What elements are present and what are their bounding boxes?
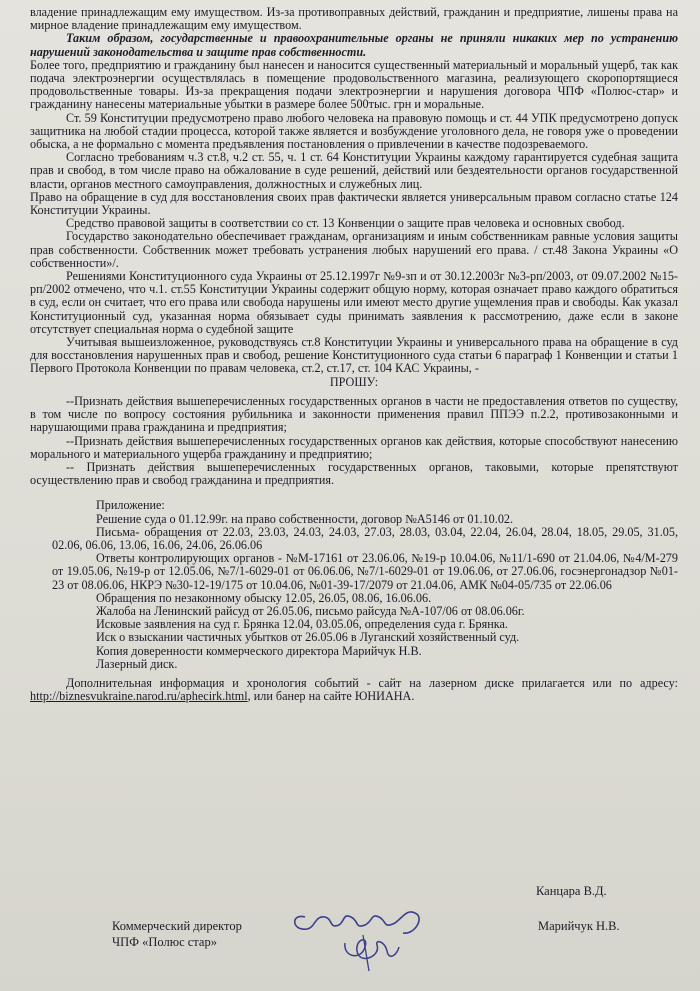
paragraph-damage: Более того, предприятию и гражданину был нанесен и наносится существенный материальный и моральный ущерб, так как подача электроэнергии осуществлялась в помещение продовольственного магазина, реализующего скоропортящиеся продовольственные товары. Из-за прекращения подачи электроэнергии и нарушения договора ЧПФ «Полюс-стар» и гражданину нанесены материальные убытки в размере более 500тыс. грн и моральные. (30, 57, 678, 112)
paragraph-article-59: Ст. 59 Конституции предусмотрено право любого человека на правовую помощь и ст. 44 УПК предусмотрено допуск защитника на любой стадии процесса, которой также является и возбуждение уголовного дела, не говоря уже о проведении обыска, а не формально с момента предъявления постановления о привлечении в качестве подозреваемого. (30, 110, 678, 152)
request-item: -- Признать действия вышеперечисленных государственных органов, таковыми, которые препятствуют осуществлению прав и свобод гражданина и предприятия. (30, 459, 678, 488)
paragraph-intro: владение принадлежащим ему имуществом. Из-за противоправных действий, гражданин и предприятие, лишены права на мирное владение принадлежащим ему имуществом. (30, 5, 678, 33)
director-title: Коммерческий директор (112, 919, 242, 933)
attachment-item: Письма- обращения от 22.03, 23.03, 24.03, 24.03, 27.03, 28.03, 03.04, 22.04, 26.04, 28.04, 18.05, 29.05, 31.05, 02.06, 06.06, 13.06, 16.06, 24.06, 26.06.06 (52, 524, 678, 552)
attachment-item: Обращения по незаконному обыску 12.05, 26.05, 08.06, 16.06.06. (96, 590, 432, 605)
attachments-list (52, 499, 678, 671)
signatory-name-1: Канцара В.Д. (536, 884, 607, 898)
paragraph-court-right: Право на обращение в суд для восстановления своих прав фактически является универсальным правом согласно статье 124 Конституции Украины. (30, 189, 678, 218)
paragraph-constitutional-court: Решениями Конституционного суда Украины от 25.12.1997г №9-зп и от 30.12.2003г №3-рп/2003, от 09.07.2002 №15-рп/2002 отмечено, что ч.1. ст.55 Конституции Украины содержит общую норму, которая означает право каждого обратиться в суд, если он считает, что его права или свобода нарушены или имеют место другие ущемления прав и свободы. Как указал Конституционный суд, указанная норма обязывает суды принимать заявления к рассмотрению, даже если в законе отсутствует специальная норма о судебной защите (30, 269, 678, 336)
document-body (30, 6, 678, 703)
request-item: --Признать действия вышеперечисленных государственных органов в части не предоставления ответов по существу, в том числе по вопросу состояния рубильника и законности применения правил ППЭЭ п.2.2, противозаконными и нарушающими права гражданина и предприятия; (30, 393, 678, 435)
paragraph-constitution: Согласно требованиям ч.3 ст.8, ч.2 ст. 55, ч. 1 ст. 64 Конституции Украины каждому гарантируется судебная защита прав и свобод, в том числе право на обжалование в суде решений, действий или бездеятельности органов государственной власти, органов местного самоуправления, должностных и служебных лиц. (30, 150, 678, 191)
request-heading: ПРОШУ: (329, 374, 379, 389)
attachments-heading: Приложение: (96, 498, 165, 513)
additional-info-text: Дополнительная информация и хронология событий - сайт на лазерном диске прилагается или по адресу: (66, 675, 678, 690)
paragraph-state-guarantee: Государство законодательно обеспечивает гражданам, организациям и иным собственникам равные условия защиты прав собственности. Собственник может требовать устранения любых нарушений его права. / ст.48 Закона Украины «О собственности»/. (30, 229, 678, 270)
attachment-item: Жалоба на Ленинский райсуд от 26.05.06, письмо райсуда №А-107/06 от 08.06.06г. (96, 603, 525, 618)
paragraph-considering: Учитывая вышеизложенное, руководствуясь ст.8 Конституции Украины и универсального права на обращение в суд для восстановления нарушенных прав и свобод, решение Конституционного суда статьи 6 параграф 1 Конвенции и статьи 1 Первого Протокола Конвенции по правам человека, ст.2, ст.17, ст. 104 КАС Украины, - (30, 335, 678, 376)
paragraph-convention: Средство правовой защиты в соответствии со ст. 13 Конвенции о защите прав человека и основных свобод. (66, 216, 625, 231)
signatory-name-2: Марийчук Н.В. (538, 919, 620, 933)
attachment-item: Лазерный диск. (96, 656, 178, 671)
additional-info (30, 677, 678, 703)
attachment-item: Исковые заявления на суд г. Брянка 12.04, 03.05.06, определения суда г. Брянка. (96, 617, 508, 632)
signature-1 (285, 895, 445, 975)
attachment-item: Решение суда о 01.12.99г. на право собственности, договор №А5146 от 01.10.02. (96, 511, 514, 526)
paragraph-conclusion-bold: Таким образом, государственные и правоохранительные органы не приняли никаких мер по устранению нарушений законодательства и защите прав собственности. (30, 31, 678, 59)
attachment-item: Копия доверенности коммерческого директора Марийчук Н.В. (96, 643, 422, 658)
attachment-item: Иск о взыскании частичных убытков от 26.05.06 в Луганский хозяйственный суд. (96, 630, 520, 645)
company-name: ЧПФ «Полюс стар» (112, 935, 217, 949)
attachment-item: Ответы контролирующих органов - №М-17161 от 23.06.06, №19-р 10.04.06, №11/1-690 от 21.04.06, №4/М-279 от 19.05.06, №19-р от 12.05.06, №7/1-6029-01 от 06.06.06, №7/1-6029-01 от 19.06.06, от 27.06.06, госэнергонадзор №01-23 от 08.06.06, НКРЭ №30-12-19/175 от 10.04.06, №01-39-17/2079 от 21.04.06, АМК №04-05/735 от 22.06.06 (52, 551, 678, 592)
banner-text: , или банер на сайте ЮНИАНА. (247, 689, 415, 704)
request-item: --Признать действия вышеперечисленных государственных органов как действия, которые способствуют нанесению морального и материального ущерба гражданину и предприятию; (30, 433, 678, 461)
site-link[interactable]: http://biznesvukraine.narod.ru/aphecirk.html (30, 689, 248, 704)
